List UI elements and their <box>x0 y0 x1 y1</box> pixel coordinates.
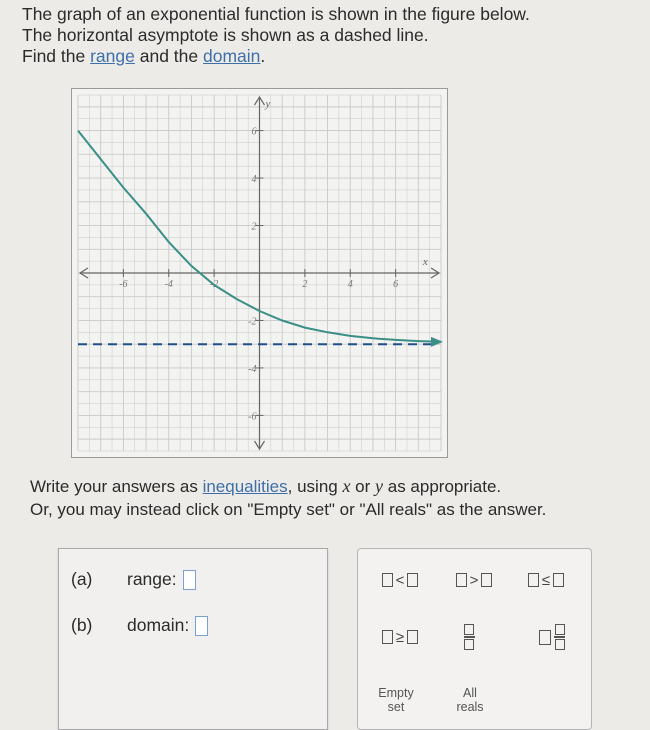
instructions-mid: , using <box>287 477 343 496</box>
instructions-suffix: as appropriate. <box>383 477 502 496</box>
x-tick-label: -4 <box>164 279 173 290</box>
greater-than-button[interactable] <box>446 569 502 591</box>
domain-input[interactable] <box>195 616 208 636</box>
range-link[interactable]: range <box>90 46 135 66</box>
placeholder-square-icon <box>481 573 492 587</box>
exponential-graph <box>72 89 447 457</box>
range-input[interactable] <box>183 570 196 590</box>
mixed-fraction-icon <box>554 624 565 650</box>
y-tick-label: -6 <box>248 411 257 423</box>
y-tick-label: -2 <box>248 316 257 328</box>
all-reals-line-1: All <box>463 686 477 700</box>
placeholder-square-icon <box>382 630 393 644</box>
greater-equal-button[interactable] <box>372 626 428 648</box>
placeholder-square-icon <box>382 573 393 587</box>
greater-equal-symbol: ≥ <box>395 628 405 646</box>
prompt-line-3-prefix: Find the <box>22 46 91 66</box>
graph-panel <box>71 88 448 458</box>
inequalities-link[interactable]: inequalities <box>202 477 288 496</box>
y-axis-label: y <box>265 98 271 110</box>
instructions-or: or <box>350 477 376 496</box>
instructions <box>30 475 546 521</box>
less-equal-symbol: ≤ <box>541 571 551 589</box>
domain-label: domain: <box>127 615 190 635</box>
less-than-symbol: < <box>395 571 405 589</box>
prompt-line-3 <box>22 46 530 67</box>
greater-than-symbol: > <box>469 571 479 589</box>
placeholder-square-icon <box>553 573 564 587</box>
x-tick-label: 4 <box>347 279 353 290</box>
x-axis-label: x <box>422 256 428 268</box>
y-tick-label: 4 <box>251 174 257 186</box>
problem-prompt <box>22 4 530 67</box>
answer-panel <box>58 548 328 730</box>
instructions-line-1 <box>30 475 546 498</box>
prompt-line-3-mid: and the <box>134 46 203 66</box>
x-tick-label: -2 <box>209 279 219 290</box>
var-y: y <box>375 476 384 496</box>
prompt-line-1: The graph of an exponential function is shown in the figure below. <box>22 4 530 24</box>
prompt-line-3-suffix: . <box>260 46 266 66</box>
all-reals-line-2: reals <box>456 700 484 714</box>
whole-part-icon <box>539 630 551 645</box>
range-label: range: <box>127 569 177 589</box>
part-a-label: (a) <box>71 569 93 589</box>
y-tick-label: 2 <box>251 221 257 233</box>
placeholder-square-icon <box>528 573 539 587</box>
less-equal-button[interactable] <box>518 569 574 591</box>
y-tick-label: -4 <box>248 363 257 375</box>
instructions-line-2: Or, you may instead click on "Empty set" or "All reals" as the answer. <box>30 500 547 519</box>
fraction-button[interactable] <box>454 619 484 655</box>
prompt-line-2: The horizontal asymptote is shown as a dashed line. <box>22 25 429 45</box>
empty-set-line-1: Empty <box>378 686 414 700</box>
part-b-label: (b) <box>71 615 93 635</box>
empty-set-line-2: set <box>387 700 405 714</box>
mixed-number-button[interactable] <box>530 619 574 655</box>
y-tick-label: 6 <box>251 126 257 138</box>
math-palette <box>357 548 592 730</box>
placeholder-square-icon <box>407 630 418 644</box>
less-than-button[interactable] <box>372 569 428 591</box>
x-tick-label: 2 <box>302 279 308 290</box>
instructions-prefix: Write your answers as <box>30 477 203 496</box>
placeholder-square-icon <box>407 573 418 587</box>
domain-row <box>71 615 208 636</box>
fraction-icon <box>464 624 475 650</box>
x-tick-label: 6 <box>393 279 399 290</box>
range-row <box>71 569 196 590</box>
domain-link[interactable]: domain <box>203 46 261 66</box>
all-reals-button[interactable] <box>442 683 498 717</box>
empty-set-button[interactable] <box>368 683 424 717</box>
var-x: x <box>342 476 351 496</box>
x-tick-label: -6 <box>119 279 128 290</box>
placeholder-square-icon <box>456 573 467 587</box>
